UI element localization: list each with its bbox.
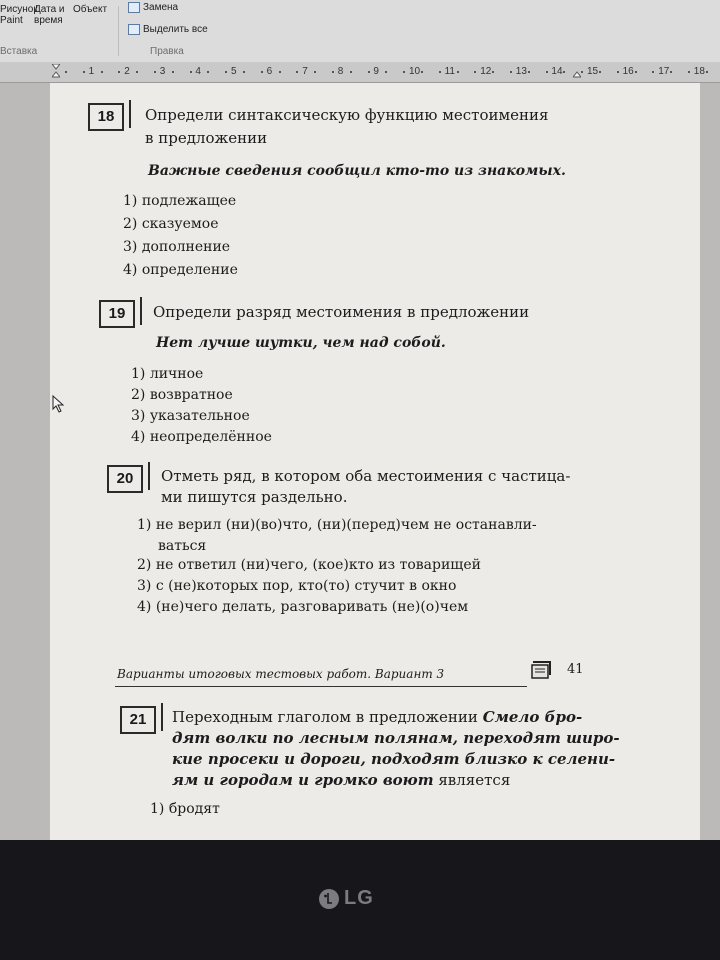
- answer-option: 3) с (не)которых пор, кто(то) стучит в окно: [137, 578, 457, 594]
- ruler-tick: [581, 71, 583, 73]
- ruler-tick: [439, 71, 441, 73]
- ruler-tick: [403, 71, 405, 73]
- question-number: 18: [88, 103, 124, 131]
- cursor-icon: [52, 395, 66, 413]
- footer-rule: [115, 686, 527, 687]
- ruler-tick: [421, 71, 423, 73]
- ruler-tick: [101, 71, 103, 73]
- select-all-label: Выделить все: [143, 24, 208, 36]
- ruler-tick: [118, 71, 120, 73]
- ruler-tick: [314, 71, 316, 73]
- ruler-tick: [261, 71, 263, 73]
- question-text-line: Отметь ряд, в котором оба местоимения с частица-: [161, 467, 571, 485]
- question-text-line: в предложении: [145, 129, 268, 147]
- question-text-part: является: [438, 771, 511, 789]
- ruler-tick: [599, 71, 601, 73]
- ruler-tick: [706, 71, 708, 73]
- ruler-number: 11: [444, 66, 455, 77]
- ribbon-separator: [118, 6, 119, 56]
- answer-option: 2) не ответил (ни)чего, (кое)кто из товарищей: [137, 557, 481, 573]
- question-text-line: [172, 770, 510, 791]
- answer-option: 3) указательное: [131, 408, 250, 424]
- ribbon: [0, 0, 720, 62]
- ruler-tick: [652, 71, 654, 73]
- question-sentence: Смело бро-: [482, 708, 583, 726]
- answer-option: 2) сказуемое: [123, 216, 219, 232]
- edit-group-label: Правка: [150, 46, 184, 57]
- ruler-number: 12: [480, 66, 492, 77]
- question-text-line: Определи разряд местоимения в предложении: [153, 303, 530, 321]
- ruler-number: 5: [231, 66, 237, 77]
- replace-button[interactable]: [128, 2, 178, 13]
- select-all-button[interactable]: [128, 24, 208, 35]
- question-sentence: ям и городам и громко воют: [172, 771, 434, 789]
- ruler-tick: [350, 71, 352, 73]
- ruler[interactable]: [0, 62, 720, 83]
- ruler-tick: [528, 71, 530, 73]
- ruler-tick: [670, 71, 672, 73]
- ruler-tick: [474, 71, 476, 73]
- lg-logo-icon: [318, 888, 340, 910]
- ruler-number: 15: [587, 66, 599, 77]
- answer-option: 2) возвратное: [131, 387, 233, 403]
- ruler-tick: [243, 71, 245, 73]
- ruler-tick: [688, 71, 690, 73]
- question-number: 19: [99, 300, 135, 328]
- question-divider: [161, 703, 163, 731]
- ruler-tick: [172, 71, 174, 73]
- ruler-tick: [154, 71, 156, 73]
- question-text-part: Переходным глаголом в предложении: [172, 708, 478, 726]
- ruler-tick: [563, 71, 565, 73]
- answer-option: 4) определение: [123, 262, 238, 278]
- question-divider: [148, 462, 150, 490]
- answer-option: 1) бродят: [150, 801, 220, 817]
- question-number: 20: [107, 465, 143, 493]
- ruler-tick: [190, 71, 192, 73]
- object-button[interactable]: Объект: [73, 4, 108, 15]
- ruler-tick: [457, 71, 459, 73]
- ruler-number: 18: [693, 66, 705, 77]
- ruler-tick: [492, 71, 494, 73]
- ruler-tick: [510, 71, 512, 73]
- question-sentence: кие просеки и дороги, подходят близко к селени-: [172, 750, 616, 768]
- page-number: 41: [567, 662, 584, 677]
- ruler-number: 8: [337, 66, 344, 77]
- monitor-logo: [318, 887, 374, 910]
- answer-option: 4) неопределённое: [131, 429, 272, 445]
- ruler-tick: [296, 71, 298, 73]
- question-text-line: ми пишутся раздельно.: [161, 488, 348, 506]
- datetime-button[interactable]: Дата и время: [34, 4, 65, 26]
- question-divider: [129, 100, 131, 128]
- ruler-tick: [332, 71, 334, 73]
- book-icon: [530, 661, 552, 681]
- ruler-tick: [65, 71, 67, 73]
- ruler-number: 13: [515, 66, 527, 77]
- insert-group-label: Вставка: [0, 46, 38, 57]
- ruler-number: 7: [302, 66, 308, 77]
- ruler-tick: [368, 71, 370, 73]
- ruler-number: 4: [195, 66, 201, 77]
- replace-icon: [128, 2, 140, 13]
- right-indent-marker-icon[interactable]: [573, 64, 581, 78]
- ruler-tick: [136, 71, 138, 73]
- ruler-tick: [207, 71, 209, 73]
- indent-marker-icon[interactable]: [52, 64, 60, 78]
- question-text-line: [172, 707, 582, 728]
- answer-option: 1) подлежащее: [123, 193, 237, 209]
- ruler-tick: [617, 71, 619, 73]
- question-sentence: дят волки по лесным полянам, переходят широ-: [172, 729, 620, 747]
- answer-option: 1) не верил (ни)(во)что, (ни)(перед)чем не останавли-: [137, 517, 537, 533]
- question-sentence: Нет лучше шутки, чем над собой.: [156, 335, 446, 351]
- ruler-tick: [635, 71, 637, 73]
- ruler-tick: [385, 71, 387, 73]
- ruler-number: 9: [373, 66, 379, 77]
- ruler-number: 1: [88, 66, 95, 77]
- answer-option: 1) личное: [131, 366, 204, 382]
- page-footer-text: Варианты итоговых тестовых работ. Вариант 3: [117, 667, 445, 681]
- ruler-tick: [225, 71, 227, 73]
- ruler-tick: [83, 71, 85, 73]
- ruler-number: 6: [266, 66, 273, 77]
- question-divider: [140, 297, 142, 325]
- ruler-number: 17: [658, 66, 670, 77]
- question-sentence: Важные сведения сообщил кто-то из знакомых.: [148, 163, 566, 179]
- ruler-number: 10: [409, 66, 421, 77]
- select-all-icon: [128, 24, 140, 35]
- monitor-brand: LG: [344, 887, 374, 909]
- answer-option: 3) дополнение: [123, 239, 231, 255]
- ruler-number: 16: [622, 66, 634, 77]
- answer-option: ваться: [158, 538, 207, 554]
- question-number: 21: [120, 706, 156, 734]
- ruler-tick: [546, 71, 548, 73]
- ruler-tick: [279, 71, 281, 73]
- answer-option: 4) (не)чего делать, разговаривать (не)(о)чем: [137, 599, 469, 615]
- paint-button[interactable]: Рисунок Paint: [0, 4, 38, 26]
- replace-label: Замена: [143, 2, 179, 14]
- ruler-number: 14: [551, 66, 563, 77]
- question-text-line: Определи синтаксическую функцию местоимения: [145, 106, 549, 124]
- ruler-number: 3: [159, 66, 166, 77]
- ruler-number: 2: [124, 66, 130, 77]
